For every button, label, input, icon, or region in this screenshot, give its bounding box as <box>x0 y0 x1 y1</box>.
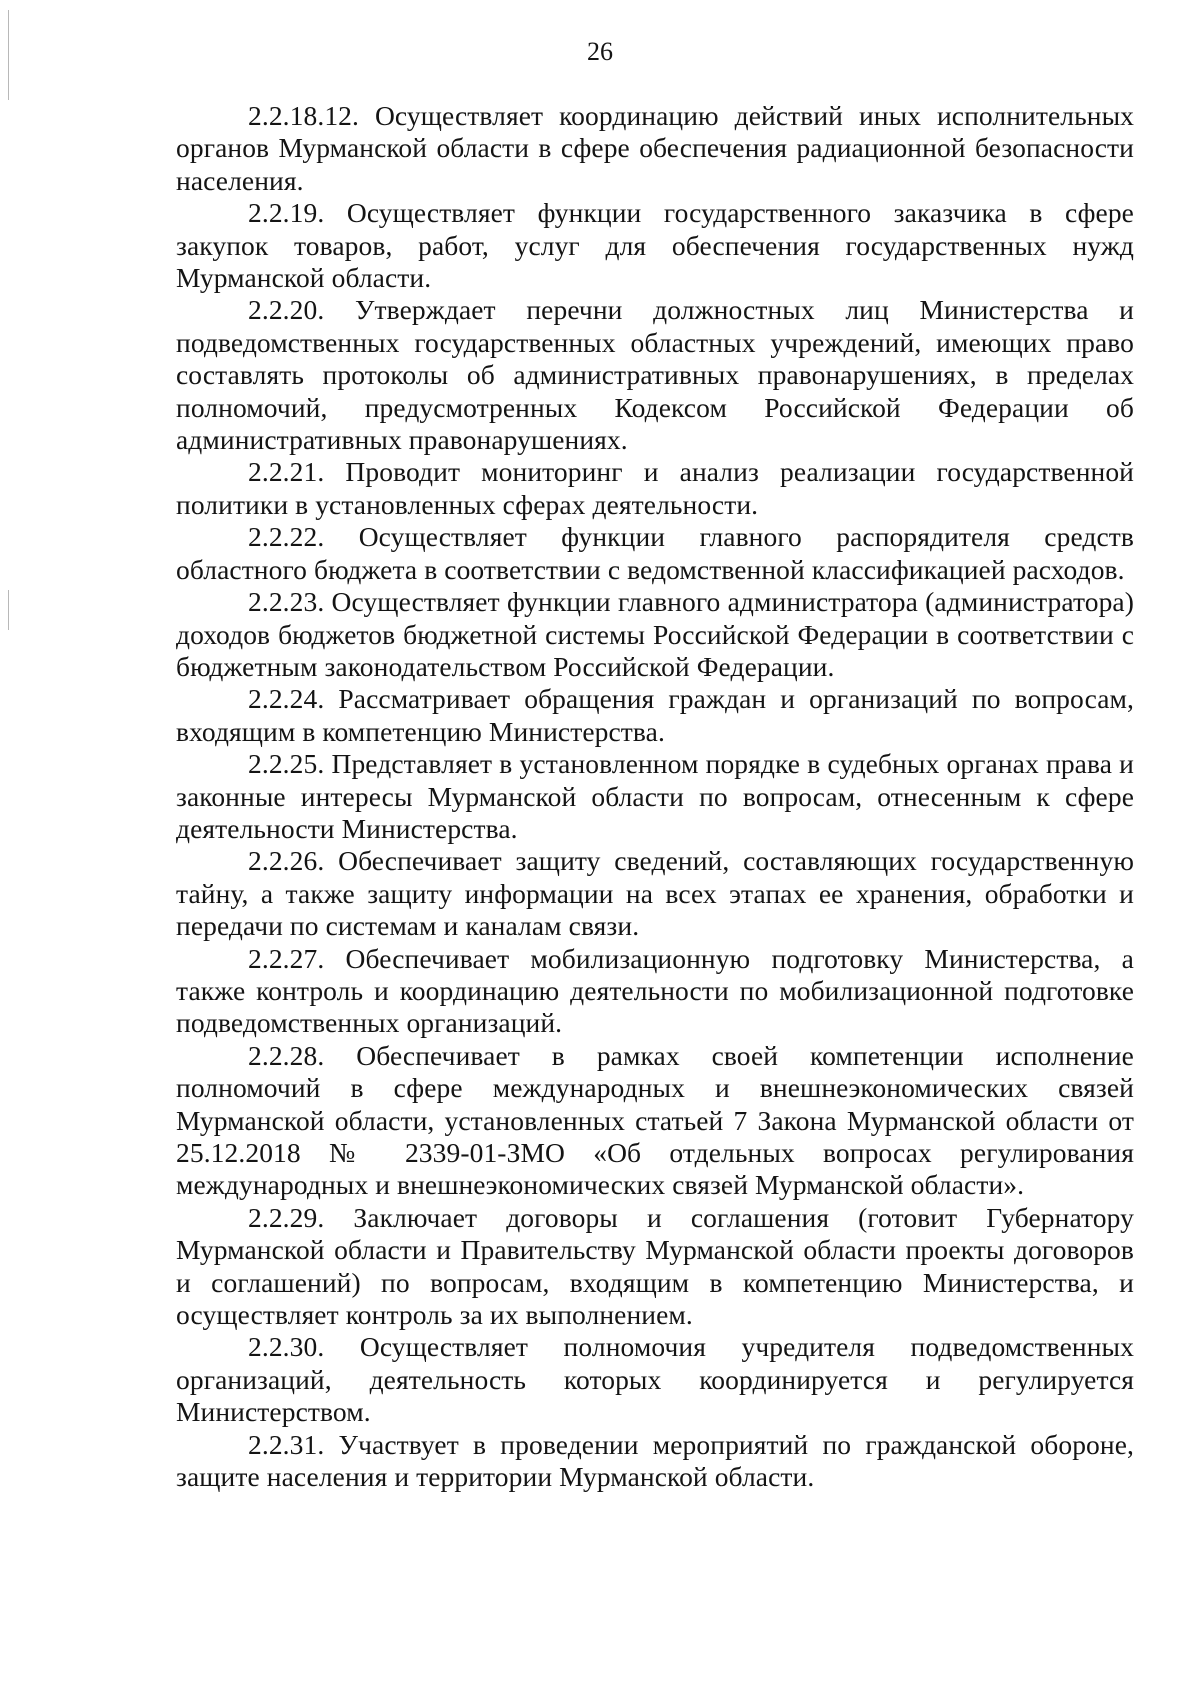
paragraph-2-2-31: 2.2.31. Участвует в проведении мероприятий по гражданской обороне, защите населения и территории Мурманской области. <box>176 1428 1134 1493</box>
paragraph-2-2-23: 2.2.23. Осуществляет функции главного администратора (администратора) доходов бюджетов бюджетной системы Российской Федерации в соответствии с бюджетным законодательством Российской Федерации. <box>176 586 1134 682</box>
page-number: 26 <box>587 37 613 66</box>
paragraph-2-2-29: 2.2.29. Заключает договоры и соглашения (готовит Губернатору Мурманской области и Правительству Мурманской области проекты договоров и соглашений) по вопросам, входящим в компетенцию Министерства, и осуществляет контроль за их выполнением. <box>176 1201 1134 1331</box>
paragraph-2-2-22: 2.2.22. Осуществляет функции главного распорядителя средств областного бюджета в соответствии с ведомственной классификацией расходов. <box>176 521 1134 585</box>
paragraph-2-2-25: 2.2.25. Представляет в установленном порядке в судебных органах права и законные интересы Мурманской области по вопросам, отнесенным к сфере деятельности Министерства. <box>176 748 1134 844</box>
paragraph-2-2-26: 2.2.26. Обеспечивает защиту сведений, составляющих государственную тайну, а также защиту информации на всех этапах ее хранения, обработки и передачи по системам и каналам связи. <box>176 845 1134 942</box>
paragraph-2-2-19: 2.2.19. Осуществляет функции государственного заказчика в сфере закупок товаров, работ, услуг для обеспечения государственных нужд Мурманской области. <box>176 197 1134 294</box>
scan-edge-mark <box>8 590 9 630</box>
paragraph-2-2-20: 2.2.20. Утверждает перечни должностных лиц Министерства и подведомственных государственных областных учреждений, имеющих право составлять протоколы об административных правонарушениях, в пределах полномочий, предусмотренных Кодексом Российской Федерации об административных правонарушениях. <box>176 294 1134 456</box>
paragraph-2-2-21: 2.2.21. Проводит мониторинг и анализ реализации государственной политики в установленных сферах деятельности. <box>176 456 1134 520</box>
document-body <box>176 100 1134 1493</box>
paragraph-2-2-28: 2.2.28. Обеспечивает в рамках своей компетенции исполнение полномочий в сфере международных и внешнеэкономических связей Мурманской области, установленных статьей 7 Закона Мурманской области от 25.12.2018 № 2339-01-ЗМО «Об отдельных вопросах регулирования международных и внешнеэкономических связей Мурманской области». <box>176 1039 1134 1201</box>
paragraph-2-2-18-12: 2.2.18.12. Осуществляет координацию действий иных исполнительных органов Мурманской области в сфере обеспечения радиационной безопасности населения. <box>176 100 1134 196</box>
paragraph-2-2-24: 2.2.24. Рассматривает обращения граждан и организаций по вопросам, входящим в компетенцию Министерства. <box>176 683 1134 747</box>
paragraph-2-2-27: 2.2.27. Обеспечивает мобилизационную подготовку Министерства, а также контроль и координацию деятельности по мобилизационной подготовке подведомственных организаций. <box>176 942 1134 1039</box>
paragraph-2-2-30: 2.2.30. Осуществляет полномочия учредителя подведомственных организаций, деятельность которых координируется и регулируется Министерством. <box>176 1331 1134 1428</box>
